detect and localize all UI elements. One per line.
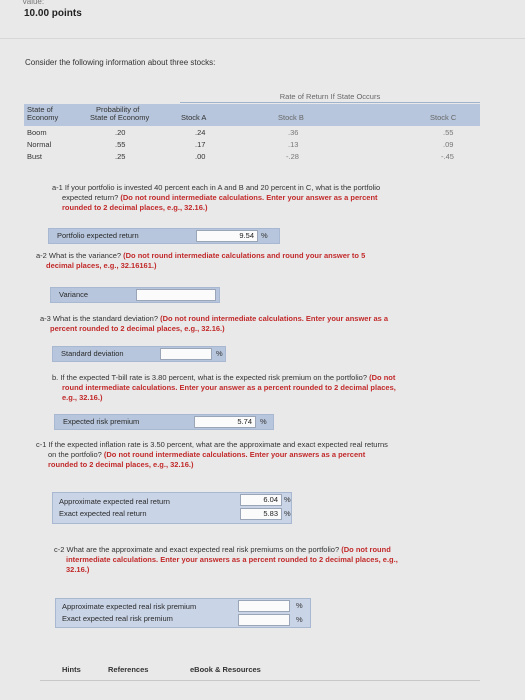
percent-sign: % [216,349,223,358]
answer-label: Exact expected real risk premium [62,614,173,623]
table-cell-b: -.28 [286,152,299,161]
approx-real-return-input[interactable]: 6.04 [240,494,282,506]
answer-label: Exact expected real return [59,509,147,518]
header-divider [0,38,525,39]
table-cell-c: .09 [443,140,454,149]
table-cell-state: Bust [27,152,43,161]
table-cell-prob: .20 [115,128,126,137]
question-points: 10.00 points [24,8,82,19]
table-cell-state: Normal [27,140,52,149]
percent-sign: % [284,509,291,518]
table-cell-a: .24 [195,128,206,137]
question-b: b. If the expected T-bill rate is 3.80 percent, what is the expected risk premium on the portfolio? (Do not round intermediate calculations. Enter your answer as a percent rounded to 2 decimal places, e.g., 32.16.) [52,373,396,402]
footer-divider [40,680,480,681]
answer-label: Portfolio expected return [57,231,139,240]
table-cell-prob: .55 [115,140,126,149]
table-span-underline [180,102,480,103]
table-header-probability: Probability of State of Economy [90,105,150,122]
percent-sign: % [260,417,267,426]
question-intro: Consider the following information about three stocks: [25,58,216,67]
question-c2: c-2 What are the approximate and exact expected real risk premiums on the portfolio? (Do not round intermediate calculations. Enter your answers as a percent rounded to 2 decimal places, e.g., 32.16.) [54,545,398,574]
table-cell-prob: .25 [115,152,126,161]
approx-real-risk-premium-input[interactable] [238,600,290,612]
question-a1: a-1 If your portfolio is invested 40 percent each in A and B and 20 percent in C, what is the portfolio expected return? (Do not round intermediate calculations. Enter your answer as a percent rounded to 2 decimal places, e.g., 32.16.) [52,183,381,212]
table-header-state: State of Economy [27,105,59,122]
question-c1: c-1 If the expected inflation rate is 3.50 percent, what are the approximate and exact expected real returns on the portfolio? (Do not round intermediate calculations. Enter your answers as a percent rounded to 2 decimal places, e.g., 32.16.) [36,440,388,469]
question-a2: a-2 What is the variance? (Do not round intermediate calculations and round your answer to 5 decimal places, e.g., 32.16161.) [36,251,366,270]
table-cell-b: .13 [288,140,299,149]
answer-label: Approximate expected real return [59,497,170,506]
answer-label: Variance [59,290,89,299]
table-span-title: Rate of Return If State Occurs [279,92,381,101]
table-header-stock-a: Stock A [181,113,207,122]
risk-premium-input[interactable]: 5.74 [194,416,256,428]
table-cell-c: -.45 [441,152,454,161]
table-header-stock-b: Stock B [278,113,304,122]
percent-sign: % [296,615,303,624]
value-label: Value: [22,0,45,6]
ebook-resources-link[interactable]: eBook & Resources [190,665,261,674]
percent-sign: % [296,601,303,610]
standard-deviation-input[interactable] [160,348,212,360]
answer-label: Expected risk premium [63,417,140,426]
table-cell-c: .55 [443,128,454,137]
table-header-stock-c: Stock C [430,113,457,122]
percent-sign: % [261,231,268,240]
table-cell-state: Boom [27,128,47,137]
table-cell-b: .36 [288,128,299,137]
hints-link[interactable]: Hints [62,665,81,674]
exact-real-risk-premium-input[interactable] [238,614,290,626]
percent-sign: % [284,495,291,504]
question-a3: a-3 What is the standard deviation? (Do not round intermediate calculations. Enter your answer as a percent rounded to 2 decimal places, e.g., 32.16.) [40,314,389,333]
exact-real-return-input[interactable]: 5.83 [240,508,282,520]
expected-return-input[interactable]: 9.54 [196,230,258,242]
answer-label: Standard deviation [61,349,124,358]
table-cell-a: .17 [195,140,206,149]
table-cell-a: .00 [195,152,206,161]
variance-input[interactable] [136,289,216,301]
references-link[interactable]: References [108,665,149,674]
answer-label: Approximate expected real risk premium [62,602,197,611]
